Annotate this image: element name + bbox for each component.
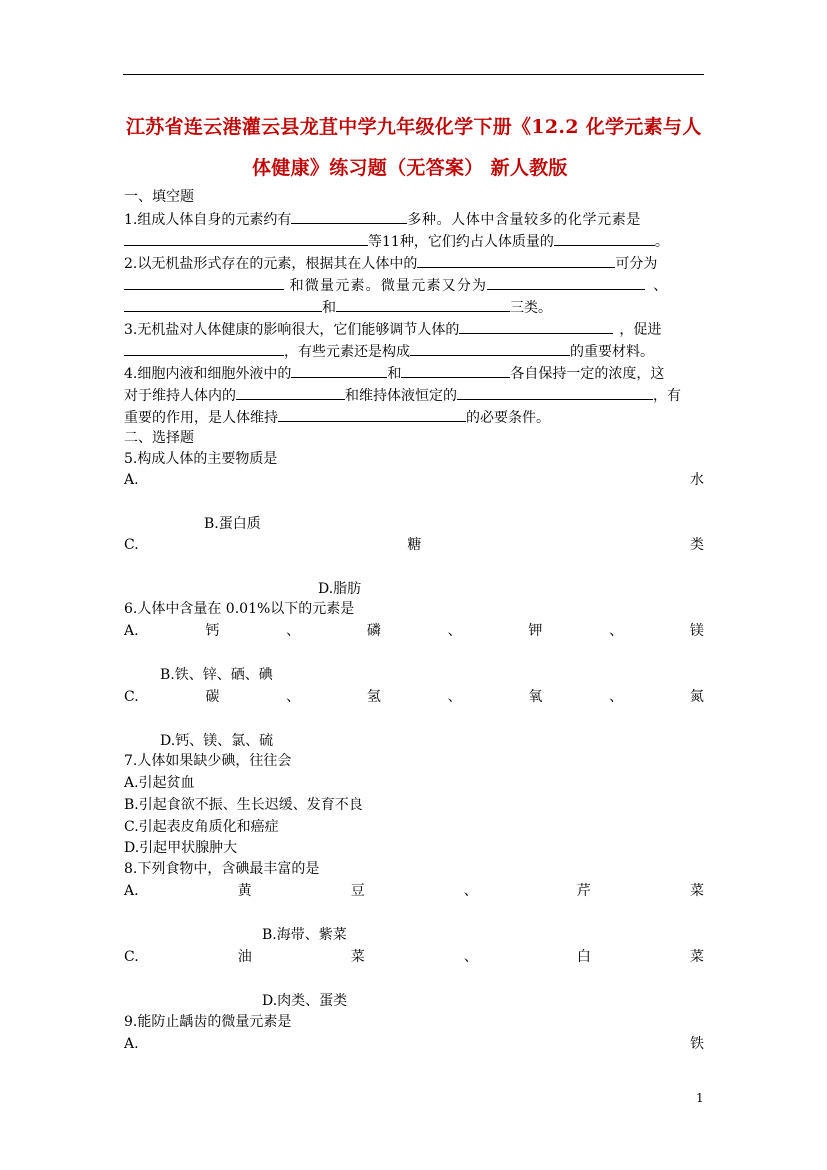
question-3-line-2: ，有些元素还是构成 的重要材料。 [124, 341, 654, 362]
question-8-option-b[interactable]: B.海带、紫菜 [262, 927, 347, 943]
question-6-stem: 6.人体中含量在 0.01%以下的元素是 [124, 601, 355, 617]
question-1-line-2: 等11种，它们约占人体质量的 。 [124, 231, 669, 252]
blank[interactable] [124, 297, 322, 312]
question-7-stem: 7.人体如果缺少碘，往往会 [124, 753, 292, 769]
header-rule [123, 74, 704, 75]
blank[interactable] [401, 363, 510, 378]
question-9-stem: 9.能防止龋齿的微量元素是 [124, 1014, 292, 1030]
question-8-option-a[interactable]: A. 黄 豆 、 芹 菜 [124, 883, 704, 899]
question-4-line-2: 对于维持人体内的 和维持体液恒定的 ，有 [124, 385, 681, 406]
question-3-line-1: 3.无机盐对人体健康的影响很大，它们能够调节人体的 ，促进 [124, 319, 661, 340]
question-8-stem: 8.下列食物中，含碘最丰富的是 [124, 861, 320, 877]
question-2-line-2: 和微量元素。微量元素又分为 、 [124, 275, 667, 296]
question-7-option-c[interactable]: C.引起表皮角质化和癌症 [124, 819, 279, 835]
section-heading-fill-in: 一、填空题 [124, 189, 194, 205]
blank[interactable] [291, 209, 407, 224]
question-5-option-a[interactable]: A. 水 [124, 472, 704, 488]
question-4-line-3: 重要的作用，是人体维持 的必要条件。 [124, 407, 550, 428]
blank[interactable] [124, 231, 368, 246]
question-5-stem: 5.构成人体的主要物质是 [124, 451, 278, 467]
question-9-option-a[interactable]: A. 铁 [124, 1036, 704, 1052]
section-heading-multiple-choice: 二、选择题 [124, 430, 194, 446]
question-7-option-b[interactable]: B.引起食欲不振、生长迟缓、发育不良 [124, 797, 363, 813]
document-title-line-1: 江苏省连云港灌云县龙苴中学九年级化学下册《12.2 化学元素与人 [126, 116, 702, 138]
blank[interactable] [554, 231, 655, 246]
blank[interactable] [410, 341, 570, 356]
question-8-option-d[interactable]: D.肉类、蛋类 [262, 993, 348, 1009]
document-title-line-2: 体健康》练习题（无答案） 新人教版 [252, 157, 568, 179]
question-6-option-d[interactable]: D.钙、镁、氯、硫 [160, 733, 274, 749]
question-6-option-b[interactable]: B.铁、锌、硒、碘 [160, 667, 273, 683]
blank[interactable] [417, 253, 615, 268]
blank[interactable] [487, 275, 645, 290]
question-2-line-3: 和 三类。 [124, 297, 552, 318]
question-6-option-c[interactable]: C. 碳 、 氢 、 氧 、 氮 [124, 689, 704, 705]
question-5-option-d[interactable]: D.脂肪 [318, 581, 362, 597]
question-4-line-1: 4.细胞内液和细胞外液中的 和 各自保持一定的浓度，这 [124, 363, 664, 384]
blank[interactable] [459, 319, 613, 334]
question-8-option-c[interactable]: C. 油 菜 、 白 菜 [124, 949, 704, 965]
blank[interactable] [278, 407, 466, 422]
blank[interactable] [236, 385, 345, 400]
question-5-option-c[interactable]: C. 糖 类 [124, 537, 704, 553]
question-6-option-a[interactable]: A. 钙 、 磷 、 钾 、 镁 [124, 623, 704, 639]
blank[interactable] [291, 363, 387, 378]
page-number: 1 [696, 1091, 704, 1105]
question-7-option-d[interactable]: D.引起甲状腺肿大 [124, 840, 238, 856]
blank[interactable] [457, 385, 653, 400]
question-2-line-1: 2.以无机盐形式存在的元素，根据其在人体中的 可分为 [124, 253, 657, 274]
question-1-line-1: 1.组成人体自身的元素约有 多种。人体中含量较多的化学元素是 [124, 209, 641, 230]
question-7-option-a[interactable]: A.引起贫血 [124, 775, 195, 791]
blank[interactable] [336, 297, 510, 312]
blank[interactable] [124, 275, 284, 290]
question-5-option-b[interactable]: B.蛋白质 [204, 516, 261, 532]
blank[interactable] [124, 341, 284, 356]
